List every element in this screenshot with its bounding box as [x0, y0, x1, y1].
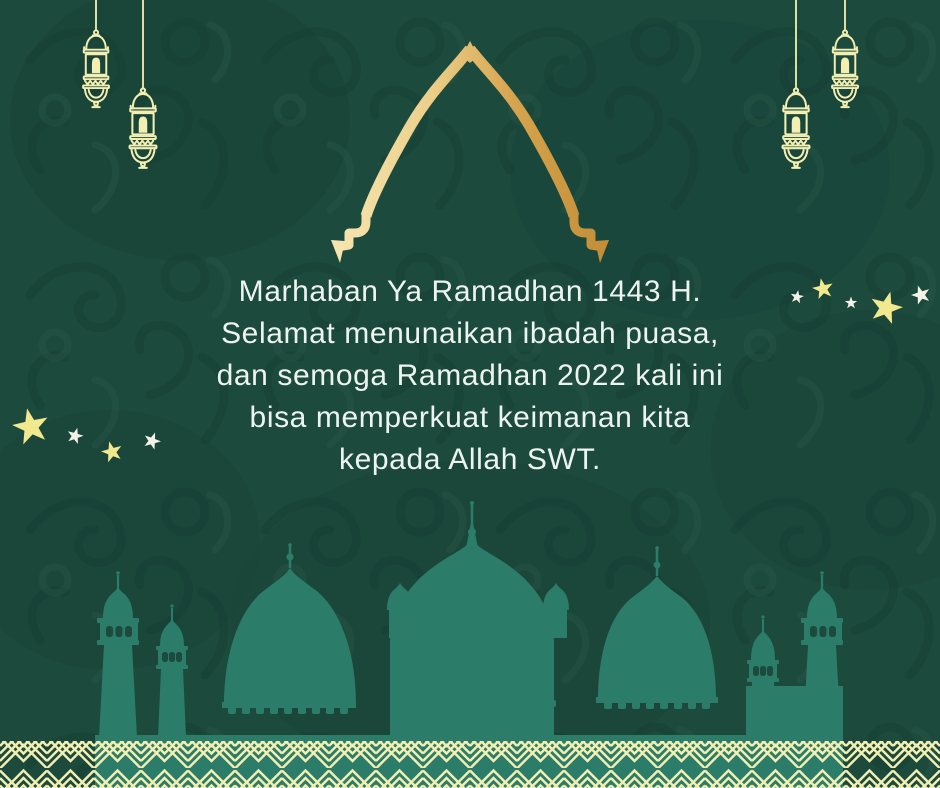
geometric-knot-border [0, 741, 940, 788]
greeting-line: Selamat menunaikan ibadah puasa, [221, 317, 719, 350]
greeting-line: Marhaban Ya Ramadhan 1443 H. [238, 275, 702, 308]
greeting-line: bisa memperkuat keimanan kita [249, 401, 691, 434]
greeting-line: kepada Allah SWT. [338, 443, 601, 476]
greeting-text [130, 271, 810, 481]
greeting-line: dan semoga Ramadhan 2022 kali ini [216, 359, 724, 392]
